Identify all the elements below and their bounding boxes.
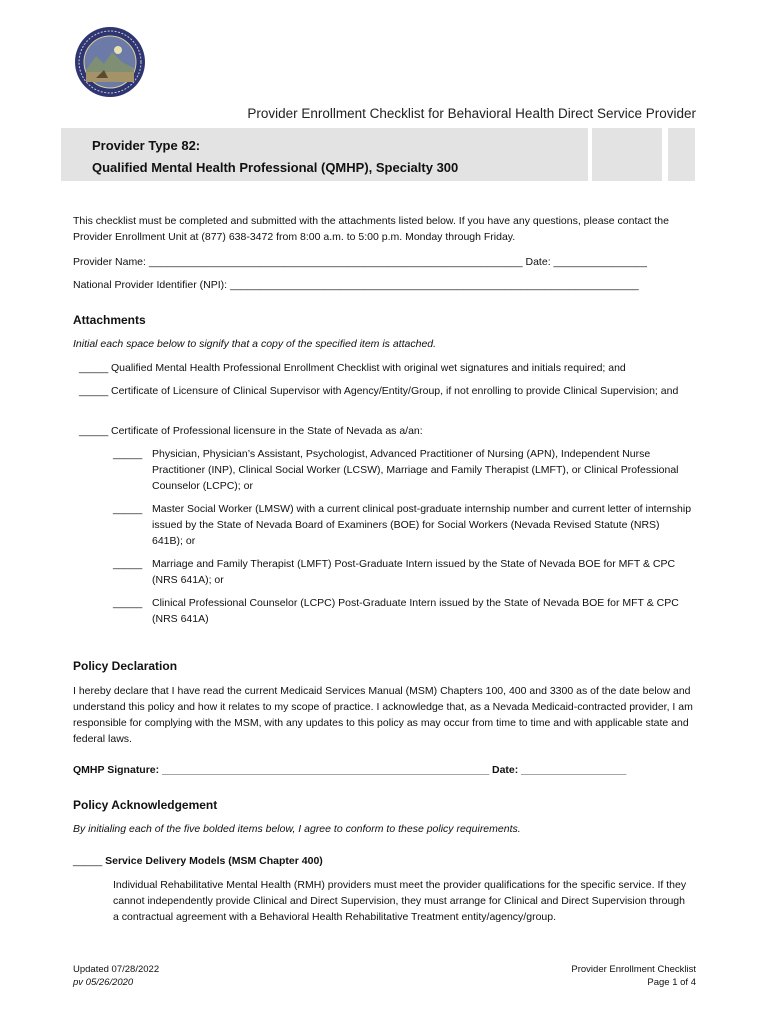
acknowledgement-instruction: By initialing each of the five bolded items below, I agree to conform to these policy requirements. [73,823,521,835]
specialty: Qualified Mental Health Professional (QMHP), Specialty 300 [92,160,459,175]
qmhp-signature-field[interactable]: QMHP Signature: ________________________________________________________ Date: __________________ [73,764,627,776]
initial-blank[interactable]: _____ [113,558,143,570]
npi-field[interactable]: National Provider Identifier (NPI): ______________________________________________________________________ [73,279,639,291]
initial-blank[interactable]: _____ [79,385,109,397]
acknowledgement-item [73,853,703,869]
acknowledgement-item-text: Individual Rehabilitative Mental Health (RMH) providers must meet the provider qualifications for the specific service. If they cannot independently provide Clinical and Direct Supervision, they must arrange for Clinical and Direct Supervision through a contractual agreement with a Behavioral Health Rehabilitative Treatment entity/agency/group. [113,879,687,923]
initial-blank[interactable]: _____ [113,448,143,460]
footer-doc-name: Provider Enrollment Checklist [571,964,696,975]
header-banner-side [592,128,662,181]
licensure-option: _____ Physician, Physician’s Assistant, Psychologist, Advanced Practitioner of Nursing (APN), Independent Nurse Practitioner (INP), Clinical Social Worker (LCSW), Marriage and Family Therapist (LMFT), or Clinical Professional Counselor (LCPC); or [113,448,679,492]
licensure-option: _____ Master Social Worker (LMSW) with a current clinical post-graduate internship number and current letter of internship issued by the State of Nevada Board of Examiners (BOE) for Social Workers (Nevada Revised Statute (NRS) 641B); or [113,503,692,547]
acknowledgement-item-title: Service Delivery Models (MSM Chapter 400) [105,855,323,867]
attachments-instruction: Initial each space below to signify that a copy of the specified item is attached. [73,338,437,350]
provider-name-field[interactable]: Provider Name: ________________________________________________________________ Date: ________________ [73,256,647,268]
initial-blank[interactable]: _____ [113,597,143,609]
footer-page-number: Page 1 of 4 [647,977,696,988]
initial-blank[interactable]: _____ [73,855,103,867]
footer-updated: Updated 07/28/2022 [73,964,160,975]
attachment-item: _____ Certificate of Licensure of Clinical Supervisor with Agency/Entity/Group, if not enrolling to provide Clinical Supervision; and [79,385,679,397]
document-title: Provider Enrollment Checklist for Behavioral Health Direct Service Provider [247,106,696,121]
header-banner-side [668,128,695,181]
intro-text: This checklist must be completed and submitted with the attachments listed below. If you have any questions, please contact the Provider Enrollment Unit at (877) 638-3472 from 8:00 a.m. to 5:00 p.m. Monday through Friday. [73,215,669,243]
attachment-item: _____ Certificate of Professional licensure in the State of Nevada as a/an: [79,425,423,437]
attachment-item: _____ Qualified Mental Health Professional Enrollment Checklist with original wet signatures and initials required; and [79,362,626,374]
attachments-heading: Attachments [73,313,146,327]
provider-type: Provider Type 82: [92,138,201,153]
state-seal-icon [74,26,146,98]
policy-declaration-text: I hereby declare that I have read the current Medicaid Services Manual (MSM) Chapters 100, 400 and 3300 as of the date below and understand this policy and how it relates to my scope of practice. I acknowledge that, as a Nevada Medicaid-contracted provider, I am responsible for complying with the MSM, with any updates to this policy as may occur from time to time and with applicable state and federal laws. [73,685,693,745]
initial-blank[interactable]: _____ [113,503,143,515]
licensure-option: _____ Clinical Professional Counselor (LCPC) Post-Graduate Intern issued by the State of Nevada BOE for MFT & CPC (NRS 641A) [113,597,679,625]
policy-acknowledgement-heading: Policy Acknowledgement [73,798,218,812]
initial-blank[interactable]: _____ [79,362,109,374]
policy-declaration-heading: Policy Declaration [73,659,178,673]
footer-pv: pv 05/26/2020 [73,977,134,988]
licensure-option: _____ Marriage and Family Therapist (LMFT) Post-Graduate Intern issued by the State of Nevada BOE for MFT & CPC (NRS 641A); or [113,558,676,586]
initial-blank[interactable]: _____ [79,425,109,437]
